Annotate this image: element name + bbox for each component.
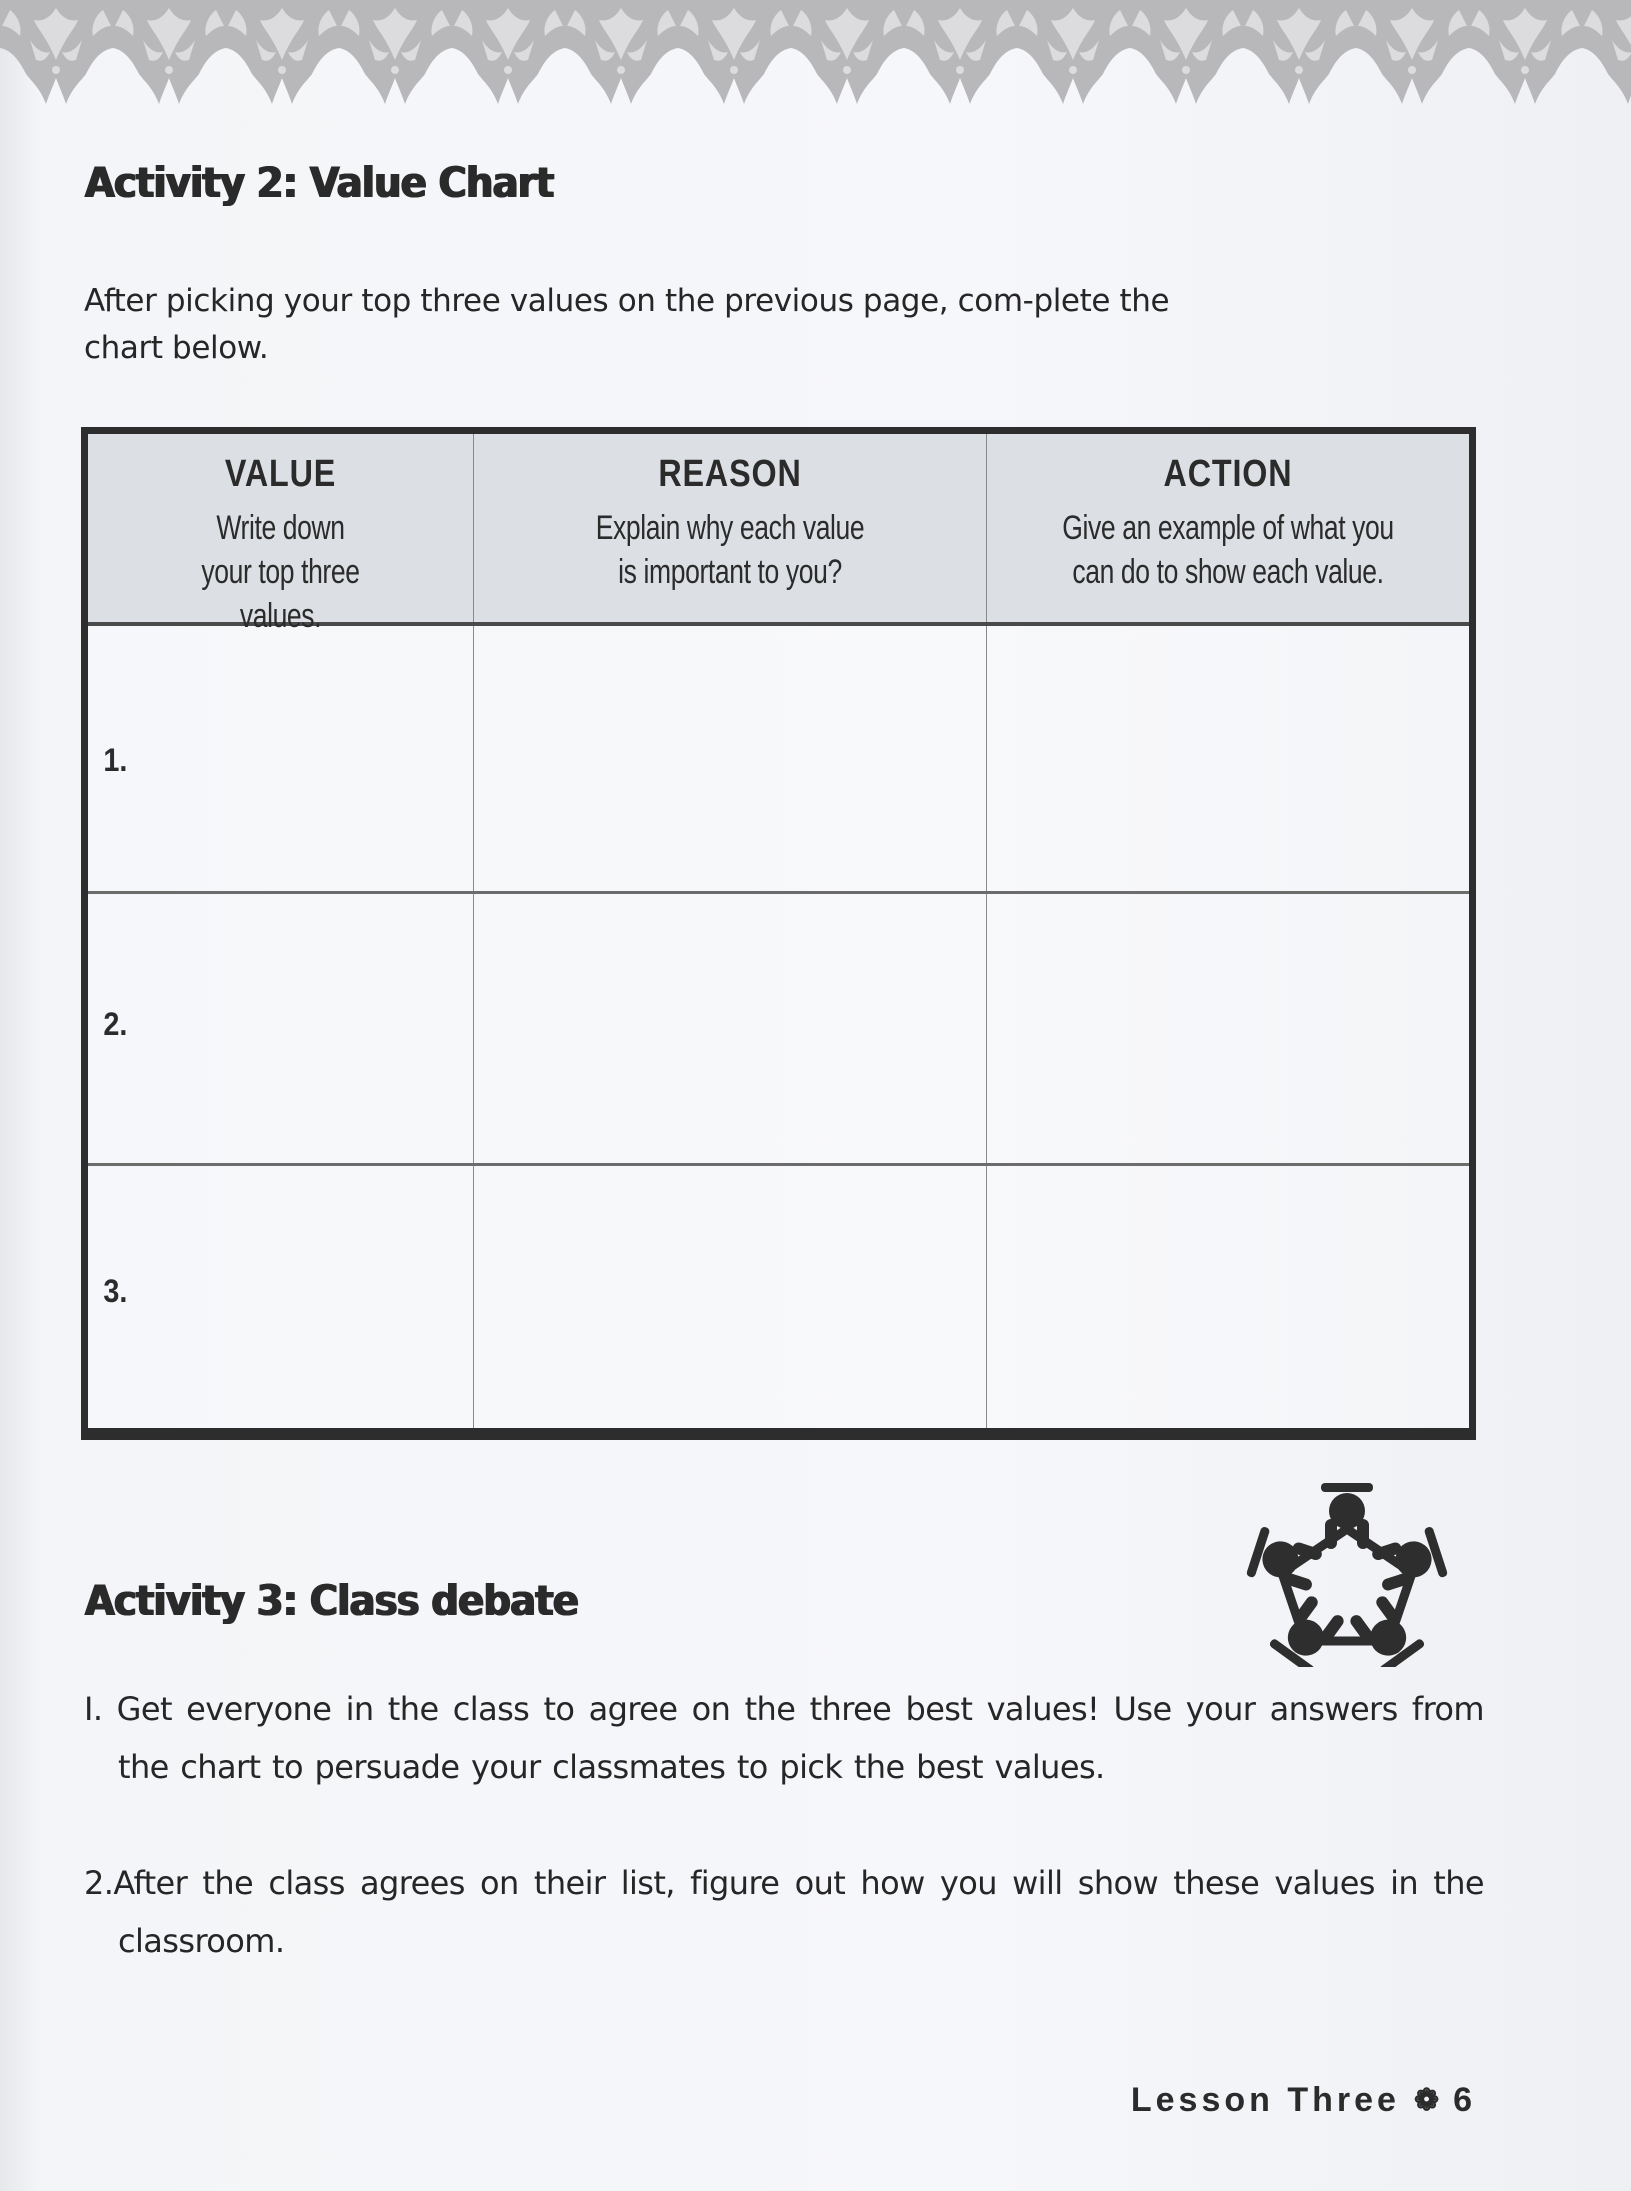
- row-number: 2.: [103, 1006, 128, 1042]
- column-description: Explain why each value is important to you?: [595, 509, 865, 591]
- activity-2-instructions: After picking your top three values on the previous page, com-plete the chart below.: [84, 283, 1170, 366]
- step-item: 2.After the class agrees on their list, figure out how you will show these values in the classroom.: [84, 1864, 1484, 1960]
- column-header-action: [986, 434, 1469, 622]
- column-title: REASON: [658, 453, 802, 495]
- activity-2-title: Activity 2: Value Chart: [84, 158, 553, 207]
- ornamental-border: [0, 0, 1631, 110]
- value-chart-table: [81, 427, 1476, 1440]
- value-cell-2[interactable]: [88, 894, 473, 1163]
- action-cell-1[interactable]: [986, 626, 1469, 891]
- people-around-table-icon: [1227, 1481, 1467, 1667]
- reason-cell-3[interactable]: [473, 1166, 986, 1428]
- row-number: 1.: [103, 742, 128, 778]
- reason-cell-1[interactable]: [473, 626, 986, 891]
- value-cell-1[interactable]: [88, 626, 473, 891]
- page-number: 6: [1453, 2081, 1476, 2119]
- reason-cell-2[interactable]: [473, 894, 986, 1163]
- table-row: [88, 891, 1469, 1163]
- column-title: ACTION: [1163, 453, 1293, 495]
- activity-3-steps: [84, 1680, 1484, 2028]
- value-chart-body: [88, 626, 1469, 1428]
- page-footer: [1131, 2081, 1476, 2120]
- step-item: I. Get everyone in the class to agree on the three best values! Use your answers from the chart to persuade your classmates to pick the best values.: [84, 1690, 1484, 1786]
- ornament-pattern-icon: [0, 0, 1631, 110]
- action-cell-2[interactable]: [986, 894, 1469, 1163]
- row-number: 3.: [103, 1273, 128, 1309]
- table-row: [88, 1163, 1469, 1428]
- column-title: VALUE: [224, 453, 337, 495]
- column-description: Write down your top three values.: [201, 509, 360, 635]
- table-row: [88, 626, 1469, 891]
- column-description: Give an example of what you can do to show each value.: [1062, 509, 1394, 591]
- value-chart-header-row: [88, 434, 1469, 635]
- action-cell-3[interactable]: [986, 1166, 1469, 1428]
- column-header-value: [88, 434, 473, 635]
- value-cell-3[interactable]: [88, 1166, 473, 1428]
- lesson-label: Lesson Three: [1130, 2081, 1400, 2119]
- flower-icon: ❁: [1413, 2084, 1440, 2117]
- activity-3-title: Activity 3: Class debate: [84, 1576, 578, 1625]
- column-header-reason: [473, 434, 986, 622]
